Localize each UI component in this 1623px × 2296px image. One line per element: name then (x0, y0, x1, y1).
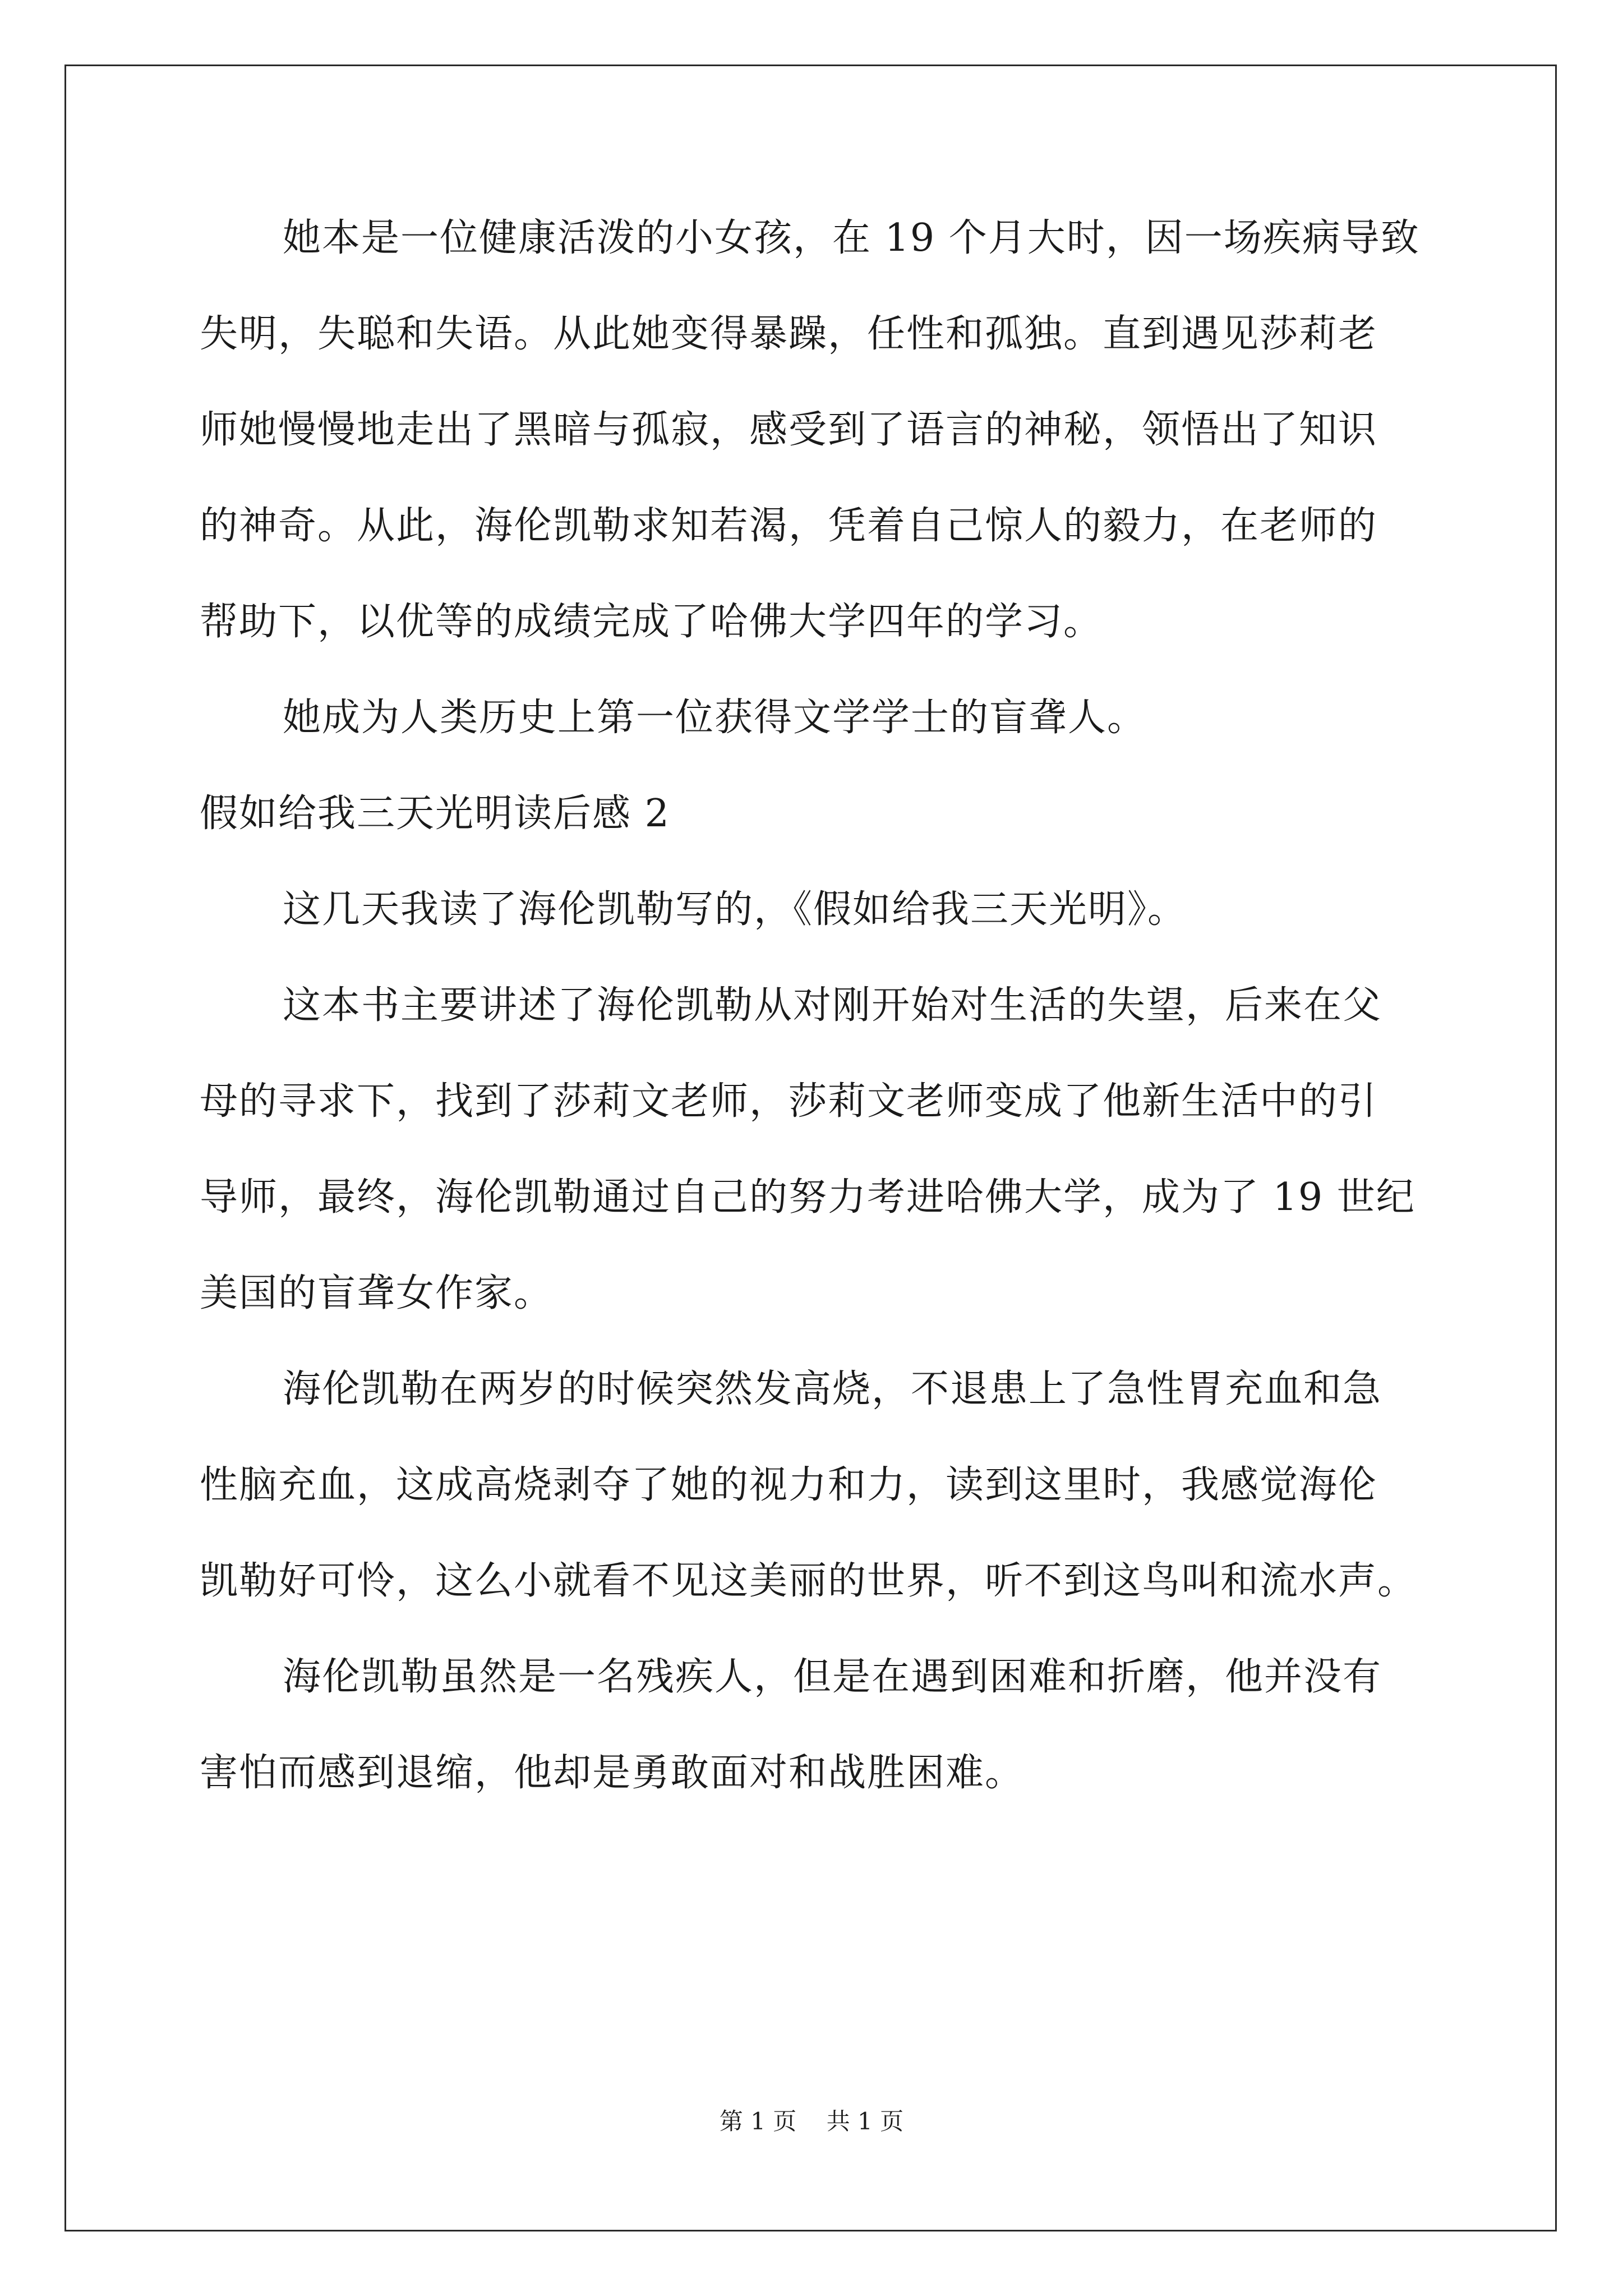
text-line: 母的寻求下，找到了莎莉文老师，莎莉文老师变成了他新生活中的引 (200, 1079, 1378, 1124)
text-line: 海伦凯勒虽然是一名残疾人，但是在遇到困难和折磨，他并没有 (283, 1655, 1382, 1699)
text-line: 导师，最终，海伦凯勒通过自己的努力考进哈佛大学，成为了 19 世纪 (200, 1175, 1415, 1220)
document-body (200, 216, 1428, 1849)
text-line: 凯勒好可怜，这么小就看不见这美丽的世界，听不到这鸟叫和流水声。 (200, 1559, 1417, 1603)
text-line: 失明，失聪和失语。从此她变得暴躁，任性和孤独。直到遇见莎莉老 (200, 312, 1378, 356)
text-line: 害怕而感到退缩，他却是勇敢面对和战胜困难。 (200, 1751, 1025, 1795)
text-line: 帮助下，以优等的成绩完成了哈佛大学四年的学习。 (200, 600, 1103, 644)
text-line: 美国的盲聋女作家。 (200, 1271, 554, 1315)
section-heading: 假如给我三天光明读后感 2 (200, 792, 670, 836)
text-line: 她成为人类历史上第一位获得文学学士的盲聋人。 (283, 696, 1147, 740)
text-line: 师她慢慢地走出了黑暗与孤寂，感受到了语言的神秘，领悟出了知识 (200, 408, 1378, 452)
text-line: 这本书主要讲述了海伦凯勒从对刚开始对生活的失望，后来在父 (283, 983, 1382, 1028)
text-line: 性脑充血，这成高烧剥夺了她的视力和力，读到这里时，我感觉海伦 (200, 1463, 1378, 1507)
page-footer: 第 1 页 共 1 页 (719, 2108, 904, 2135)
text-line: 她本是一位健康活泼的小女孩，在 19 个月大时，因一场疾病导致 (283, 216, 1420, 260)
text-line: 海伦凯勒在两岁的时候突然发高烧，不退患上了急性胃充血和急 (283, 1367, 1382, 1411)
text-line: 的神奇。从此，海伦凯勒求知若渴，凭着自己惊人的毅力，在老师的 (200, 504, 1378, 548)
text-line: 这几天我读了海伦凯勒写的，《假如给我三天光明》。 (283, 887, 1187, 932)
